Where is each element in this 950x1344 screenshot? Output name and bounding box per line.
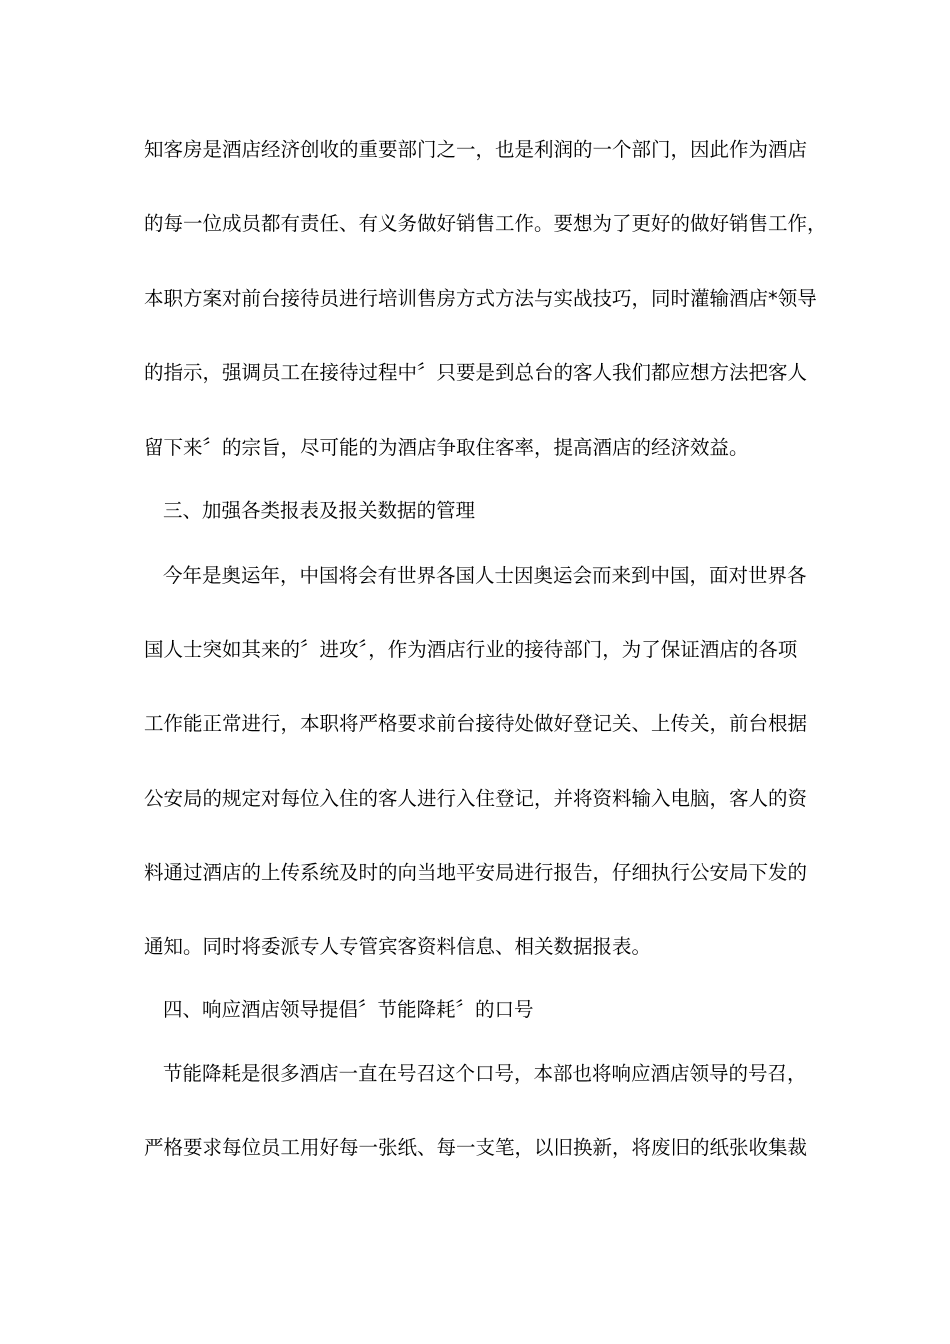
paragraph-line: 本职方案对前台接待员进行培训售房方式方法与实战技巧，同时灌输酒店*领导 (144, 287, 817, 310)
paragraph-line: 公安局的规定对每位入住的客人进行入住登记，并将资料输入电脑，客人的资 (144, 787, 808, 810)
paragraph-line: 严格要求每位员工用好每一张纸、每一支笔，以旧换新，将废旧的纸张收集裁 (144, 1136, 808, 1159)
paragraph-line: 料通过酒店的上传系统及时的向当地平安局进行报告，仔细执行公安局下发的 (144, 861, 808, 884)
paragraph-line: 知客房是酒店经济创收的重要部门之一，也是利润的一个部门，因此作为酒店 (144, 138, 808, 161)
paragraph-line: 通知。同时将委派专人专管宾客资料信息、相关数据报表。 (144, 935, 652, 958)
section-heading: 四、响应酒店领导提倡〞节能降耗〞的口号 (163, 998, 534, 1021)
paragraph-line: 的每一位成员都有责任、有义务做好销售工作。要想为了更好的做好销售工作， (144, 212, 827, 235)
paragraph-line: 今年是奥运年，中国将会有世界各国人士因奥运会而来到中国，面对世界各 (163, 564, 807, 587)
paragraph-line: 节能降耗是很多酒店一直在号召这个口号，本部也将响应酒店领导的号召， (163, 1062, 807, 1085)
paragraph-line: 国人士突如其来的〞进攻〞，作为酒店行业的接待部门，为了保证酒店的各项 (144, 638, 798, 661)
section-heading: 三、加强各类报表及报关数据的管理 (163, 499, 476, 522)
paragraph-line: 留下来〞的宗旨，尽可能的为酒店争取住客率，提高酒店的经济效益。 (144, 436, 749, 459)
paragraph-line: 工作能正常进行，本职将严格要求前台接待处做好登记关、上传关，前台根据 (144, 712, 808, 735)
paragraph-line: 的指示，强调员工在接待过程中〞只要是到总台的客人我们都应想方法把客人 (144, 361, 808, 384)
